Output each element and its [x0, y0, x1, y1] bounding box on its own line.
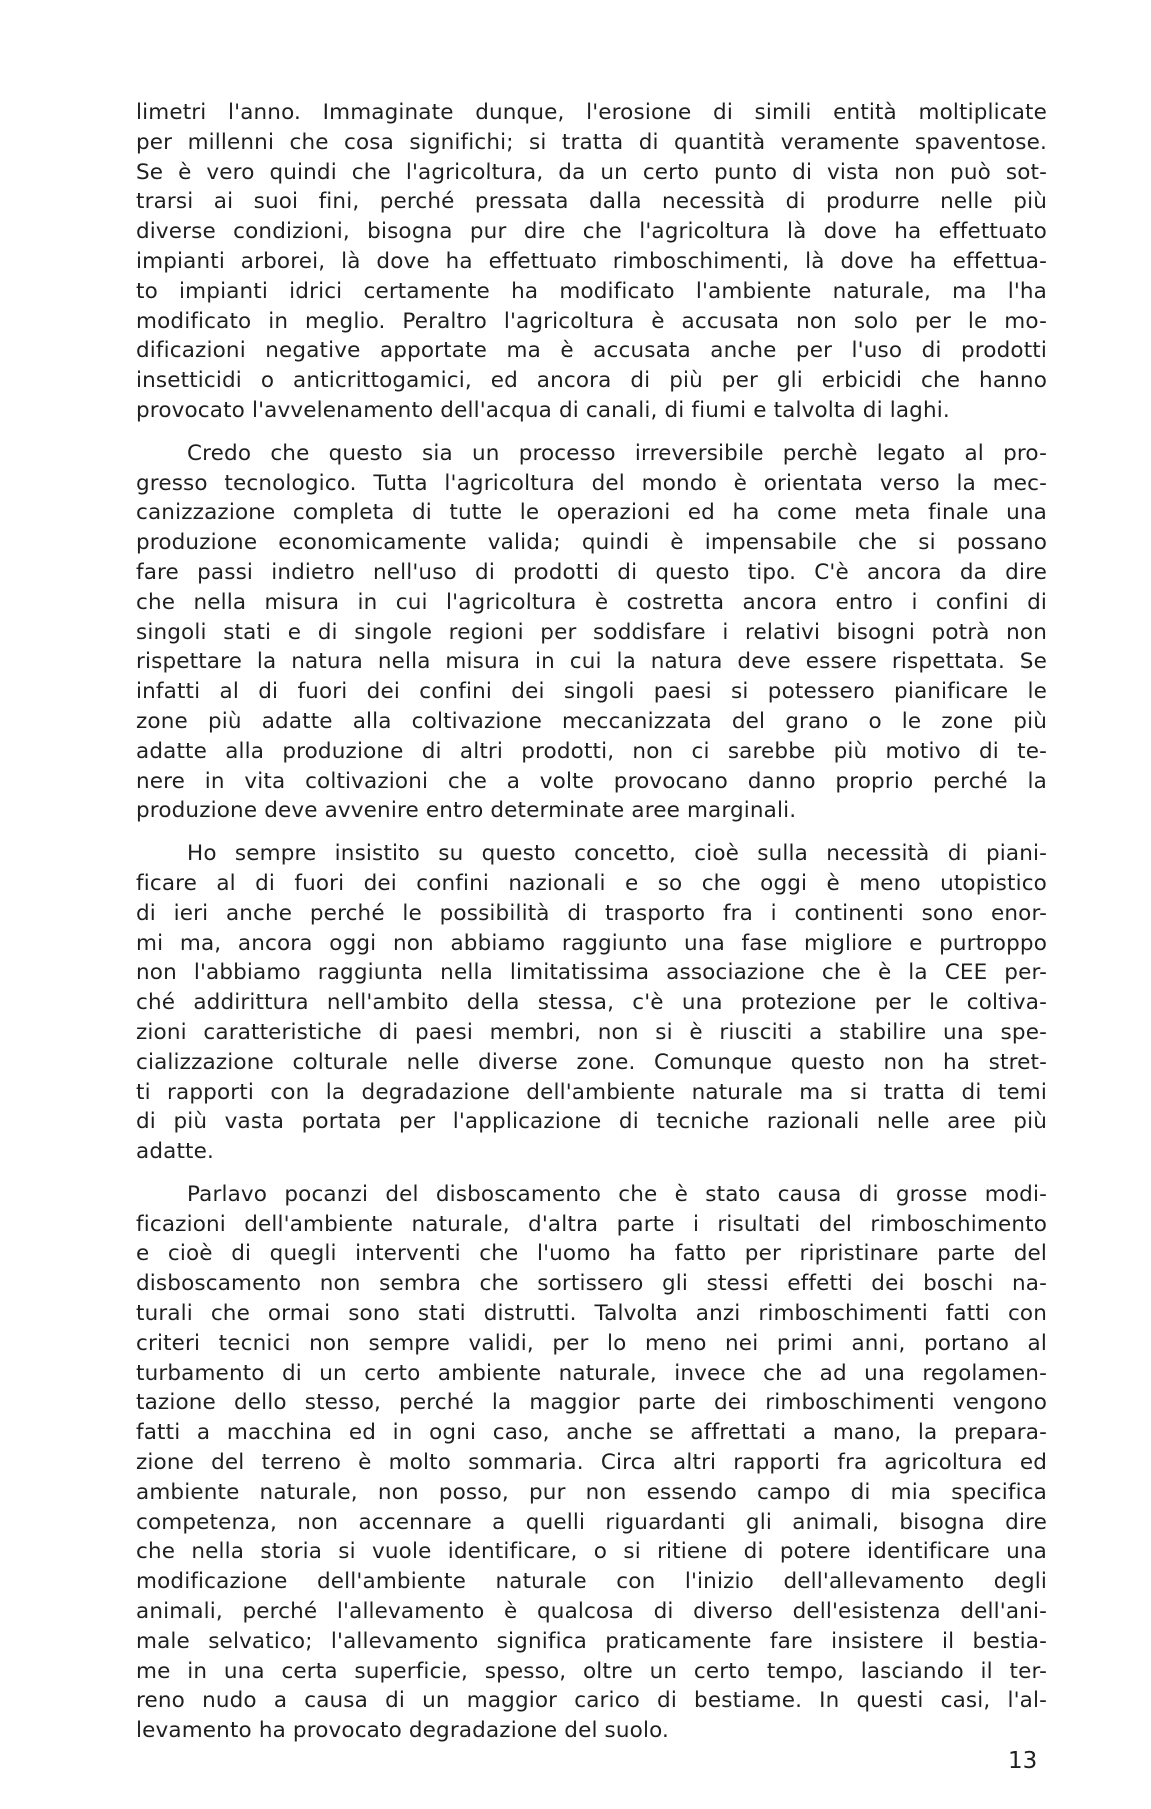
text-line: di più vasta portata per l'applicazione di tecniche razionali nelle aree più [136, 1109, 1047, 1135]
text-line: zioni caratteristiche di paesi membri, non si è riusciti a stabilire una spe- [136, 1019, 1047, 1045]
text-line: diverse condizioni, bisogna pur dire che l'agricoltura là dove ha effettuato [136, 219, 1047, 245]
text-line: ché addirittura nell'ambito della stessa, c'è una protezione per le coltiva- [136, 990, 1047, 1016]
paragraph [136, 439, 1047, 826]
text-line: limetri l'anno. Immaginate dunque, l'erosione di simili entità moltiplicate [136, 100, 1047, 125]
text-line: rispettare la natura nella misura in cui la natura deve essere rispettata. Se [136, 649, 1047, 675]
text-line: criteri tecnici non sempre validi, per lo meno nei primi anni, portano al [136, 1330, 1047, 1356]
text-line: ti rapporti con la degradazione dell'ambiente naturale ma si tratta di temi [136, 1079, 1047, 1105]
text-line: Parlavo pocanzi del disboscamento che è stato causa di grosse modi- [187, 1181, 1047, 1207]
text-line: nere in vita coltivazioni che a volte provocano danno proprio perché la [136, 768, 1047, 794]
text-line: ambiente naturale, non posso, pur non essendo campo di mia specifica [136, 1479, 1047, 1505]
page-number: 13 [1008, 1748, 1038, 1774]
text-line: dificazioni negative apportate ma è accusata anche per l'uso di prodotti [136, 338, 1047, 364]
text-line: male selvatico; l'allevamento significa praticamente fare insistere il bestia- [136, 1628, 1047, 1654]
text-line: Ho sempre insistito su questo concetto, cioè sulla necessità di piani- [187, 841, 1047, 867]
text-line: disboscamento non sembra che sortissero gli stessi effetti dei boschi na- [136, 1271, 1047, 1297]
text-line: ficare al di fuori dei confini nazionali e so che oggi è meno utopistico [136, 870, 1047, 896]
text-line: ficazioni dell'ambiente naturale, d'altra parte i risultati del rimboschimento [136, 1211, 1047, 1237]
text-line: me in una certa superficie, spesso, oltre un certo tempo, lasciando il ter- [136, 1658, 1047, 1684]
text-line: trarsi ai suoi fini, perché pressata dalla necessità di produrre nelle più [136, 189, 1047, 215]
text-line: turali che ormai sono stati distrutti. Talvolta anzi rimboschimenti fatti con [136, 1301, 1047, 1327]
text-line: animali, perché l'allevamento è qualcosa di diverso dell'esistenza dell'ani- [136, 1599, 1047, 1625]
paragraph-gap [136, 826, 1047, 839]
text-line: insetticidi o anticrittogamici, ed ancora di più per gli erbicidi che hanno [136, 368, 1047, 394]
text-line: impianti arborei, là dove ha effettuato rimboschimenti, là dove ha effettua- [136, 248, 1047, 274]
paragraph-gap [136, 426, 1047, 439]
text-line: tazione dello stesso, perché la maggior parte dei rimboschimenti vengono [136, 1390, 1047, 1416]
text-line: adatte alla produzione di altri prodotti, non ci sarebbe più motivo di te- [136, 738, 1047, 764]
text-line: singoli stati e di singole regioni per soddisfare i relativi bisogni potrà non [136, 619, 1047, 645]
body-text [136, 98, 1047, 1746]
paragraph [136, 98, 1047, 426]
text-line: modificato in meglio. Peraltro l'agricoltura è accusata non solo per le mo- [136, 308, 1047, 334]
paragraph-gap [136, 1167, 1047, 1180]
text-line: zione del terreno è molto sommaria. Circa altri rapporti fra agricoltura ed [136, 1450, 1047, 1476]
text-line: reno nudo a causa di un maggior carico di bestiame. In questi casi, l'al- [136, 1688, 1047, 1714]
text-line: fatti a macchina ed in ogni caso, anche se affrettati a mano, la prepara- [136, 1420, 1047, 1446]
text-line: cializzazione colturale nelle diverse zone. Comunque questo non ha stret- [136, 1049, 1047, 1075]
text-line: che nella storia si vuole identificare, o si ritiene di potere identificare una [136, 1539, 1047, 1565]
text-line: Credo che questo sia un processo irreversibile perchè legato al pro- [187, 440, 1047, 466]
text-line: produzione deve avvenire entro determinate aree marginali. [136, 798, 797, 824]
text-line: provocato l'avvelenamento dell'acqua di canali, di fiumi e talvolta di laghi. [136, 397, 950, 423]
text-line: levamento ha provocato degradazione del suolo. [136, 1718, 670, 1744]
text-line: adatte. [136, 1139, 214, 1165]
text-line: produzione economicamente valida; quindi è impensabile che si possano [136, 530, 1047, 556]
paragraph [136, 1180, 1047, 1746]
text-line: di ieri anche perché le possibilità di trasporto fra i continenti sono enor- [136, 900, 1047, 926]
text-line: turbamento di un certo ambiente naturale, invece che ad una regolamen- [136, 1360, 1047, 1386]
text-line: mi ma, ancora oggi non abbiamo raggiunto una fase migliore e purtroppo [136, 930, 1047, 956]
text-line: per millenni che cosa significhi; si tratta di quantità veramente spaventose. [136, 129, 1047, 155]
text-line: che nella misura in cui l'agricoltura è costretta ancora entro i confini di [136, 589, 1047, 615]
text-line: non l'abbiamo raggiunta nella limitatissima associazione che è la CEE per- [136, 960, 1047, 986]
text-line: e cioè di quegli interventi che l'uomo ha fatto per ripristinare parte del [136, 1241, 1047, 1267]
text-line: zone più adatte alla coltivazione meccanizzata del grano o le zone più [136, 708, 1047, 734]
paragraph [136, 839, 1047, 1167]
text-line: gresso tecnologico. Tutta l'agricoltura del mondo è orientata verso la mec- [136, 470, 1047, 496]
text-line: canizzazione completa di tutte le operazioni ed ha come meta finale una [136, 500, 1047, 526]
text-line: infatti al di fuori dei confini dei singoli paesi si potessero pianificare le [136, 679, 1047, 705]
text-line: modificazione dell'ambiente naturale con l'inizio dell'allevamento degli [136, 1569, 1047, 1595]
text-line: fare passi indietro nell'uso di prodotti di questo tipo. C'è ancora da dire [136, 559, 1047, 585]
text-line: to impianti idrici certamente ha modificato l'ambiente naturale, ma l'ha [136, 278, 1047, 304]
text-line: Se è vero quindi che l'agricoltura, da un certo punto di vista non può sot- [136, 159, 1047, 185]
text-line: competenza, non accennare a quelli riguardanti gli animali, bisogna dire [136, 1509, 1047, 1535]
